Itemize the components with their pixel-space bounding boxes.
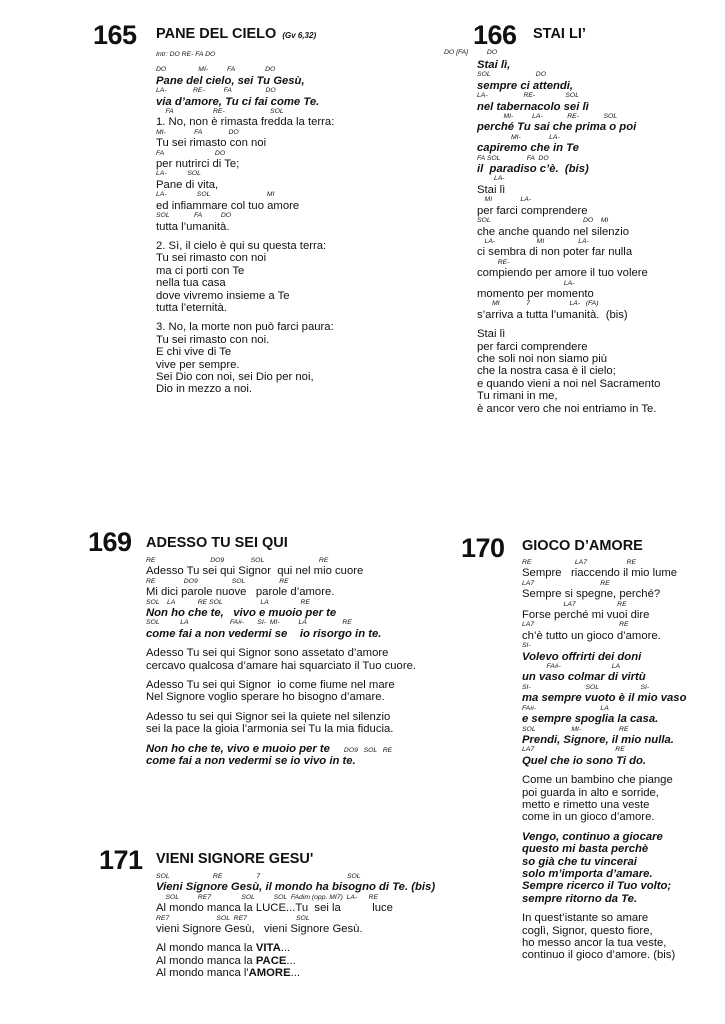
lyric-line: poi guarda in alto e sorride, [522,786,659,799]
stanza-gap [146,640,416,647]
chord-line: LA7 RE [522,621,629,629]
refrain-line: Vieni Signore Gesù, il mondo ha bisogno di Te. (bis) [156,881,436,894]
lyric-line: tutta l’umanità. [156,220,230,233]
refrain-line: come fai a non vedermi se io vivo in te. [146,755,356,768]
song-title: STAI LI’ [533,26,586,42]
refrain-line: e sempre spoglia la casa. [522,713,659,726]
refrain-line: Prendi, Signore, il mio nulla. [522,733,674,746]
inline-chords: DO9 SOL RE [343,746,393,754]
emphasized-word: PACE [255,954,287,967]
refrain-line: Sempre ricerco il Tuo volto; [522,880,672,893]
lyric-line: sei la pace la gioia l’armonia sei Tu la mia fiducia. [146,723,394,736]
lyric-line: coglì, Signor, questo fiore, [522,924,653,937]
chord-line: FA#- LA [522,663,621,671]
refrain-line: un vaso colmar di virtù [522,671,646,684]
lyric-line: ed infiammare col tuo amore [156,199,300,212]
lyric-line: Adesso Tu sei qui Signor io come fiume nel mare [146,679,395,692]
chord-line: RE DO9 SOL RE [146,577,289,585]
chord-line: MI- FA DO [156,128,239,136]
lyric-line: e quando vieni a noi nel Sacramento [477,377,661,390]
refrain-line: solo m’importa d’amare. [522,867,653,880]
lyric-line: Nel Signore voglio sperare ho bisogno d’amare. [146,691,385,704]
song-title: VIENI SIGNORE GESU' [156,851,314,867]
refrain-line: sempre ci attendi, [477,79,574,92]
lyric-line: Pane di vita, [156,178,219,191]
chord-line: LA7 RE [522,600,627,608]
stanza-gap [522,905,687,912]
chord-line: LA- RE- SOL [477,92,579,100]
lyric-line: Dio in mezzo a noi. [156,383,253,396]
stanza-gap [522,824,687,831]
chord-line: LA7 RE [522,579,610,587]
lyric-line: per farci comprendere [477,340,588,353]
song-number: 170 [461,533,505,563]
chord-line: SOL DO MI [477,217,609,225]
song-title [156,26,316,44]
refrain-text: Non ho che te, vivo e muoio per te [146,742,330,755]
lyric-line [156,967,435,979]
song-title: ADESSO TU SEI QUI [146,535,288,551]
chord-line: SOL LA FA#- SI- MI- LA RE [146,619,352,627]
song-title: GIOCO D’AMORE [522,538,643,554]
lyric-line: che la nostra casa è il cielo; [477,365,616,378]
stanza-gap [146,672,416,679]
refrain-line: perché Tu sai che prima o poi [477,121,637,134]
lyric-line [156,955,435,967]
lyric-line: che soli noi non siamo più [477,352,607,365]
chord-line: SOL DO [477,71,546,79]
lyric-line: per farci comprendere [477,204,588,217]
refrain-line: Quel che io sono Ti do. [522,754,647,767]
refrain-line: so già che tu vincerai [522,855,637,868]
lyric-line: continuo il gioco d’amore. (bis) [522,949,676,962]
lyric-line: che anche quando nel silenzio [477,225,629,238]
stanza-gap [146,736,416,743]
refrain-line: capiremo che in Te [477,142,579,155]
stanza-gap [477,321,660,328]
chord-line: FA RE- SOL [156,108,284,116]
refrain-line: via d’amore, Tu ci fai come Te. [156,95,320,108]
lyric-line: Tu sei rimasto con noi. [156,333,270,346]
lyric-line: Forse perché mi vuoi dire [522,609,650,622]
chord-line: RE7 SOL RE7 SOL [156,914,310,922]
lyric-line: 3. No, la morte non può farci paura: [156,321,334,334]
chord-line: SOL LA RE SOL LA RE [146,598,310,606]
chord-line: LA- SOL MI [156,191,275,199]
lyric-text: Al mondo manca la [156,954,256,967]
lyric-line: 1. No, non è rimasta fredda la terra: [156,116,335,129]
chord-line: Intr: DO RE- FA DO [156,51,216,58]
lyric-line: come in un gioco d’amore. [522,811,655,824]
refrain-line: questo mi basta perchè [522,843,649,856]
chord-line: LA- [477,175,505,183]
scripture-reference: (Gv 6,32) [282,31,317,40]
chord-line: LA- [477,279,575,287]
emphasized-word: VITA [255,942,281,955]
stanza-gap [156,233,334,240]
chord-line: SOL FA DO [156,212,232,220]
chord-line: SOL RE 7 SOL [156,873,361,880]
chord-line: FA SOL FA DO [477,154,549,162]
refrain-line: nel tabernacolo sei lì [477,100,589,113]
chord-line: LA7 RE [522,746,625,754]
lyric-line: Al mondo manca la LUCE...Tu sei la luce [156,902,393,915]
stanza-gap [522,767,687,774]
refrain-line: Volevo offrirti dei doni [522,650,642,663]
stanza-gap [156,314,334,321]
lyric-line: E chi vive di Te [156,346,232,359]
chord-line: RE- [477,258,510,266]
song-body [156,873,435,980]
chord-line: MI LA- [477,196,532,204]
chord-line: DO MI- FA DO [156,66,276,74]
lyric-line: cercavo qualcosa d’amare hai squarciato il Tuo cuore. [146,659,417,672]
chord-line: LA- RE- FA DO [156,87,276,95]
chord-line: SOL RE7 SOL SOL FAdim (opp. MI7) LA- RE [156,893,378,901]
refrain-line: come fai a non vedermi se io risorgo in te. [146,627,382,640]
lyric-line: Adesso Tu sei qui Signor sono assetato d’amore [146,647,389,660]
lyric-line: Adesso tu sei qui Signor sei la quiete nel silenzio [146,710,391,723]
chord-line: SOL MI- RE [522,725,629,733]
refrain-line: Pane del cielo, sei Tu Gesù, [156,74,305,87]
stanza-gap [146,704,416,711]
lyric-line: Sempre si spegne, perché? [522,588,661,601]
lyric-line: compiendo per amore il tuo volere [477,267,648,280]
refrain-line: sempre ritorno da Te. [522,892,638,905]
stanza-gap [156,935,435,942]
lyric-line: metto e rimetto una veste [522,798,650,811]
lyric-line: vieni Signore Gesù, vieni Signore Gesù. [156,923,363,936]
lyric-line: è ancor vero che noi entriamo in Te. [477,402,657,415]
song-number: 171 [99,845,143,875]
lyric-line: s’arriva a tutta l’umanità. (bis) [477,308,628,321]
song-number: 169 [88,527,132,557]
lyric-line: tutta l’eternità. [156,301,227,314]
song-body [522,559,687,962]
lyric-line: ci sembra di non poter far nulla [477,246,633,259]
chord-line: MI 7 LA- (FA) [477,300,599,308]
lyric-text: ... [280,942,291,955]
song-body [146,557,416,768]
lyric-line: ma ci porti con Te [156,264,245,277]
chord-line: FA DO [156,149,226,157]
lyric-text: Al mondo manca la [156,942,256,955]
lyric-line: 2. Sì, il cielo è qui su questa terra: [156,239,327,252]
lyric-line: Sei Dio con noi, sei Dio per noi, [156,370,314,383]
refrain-line: il paradiso c’è. (bis) [477,163,589,176]
refrain-line: Vengo, continuo a giocare [522,830,663,843]
lyric-line: dove vivremo insieme a Te [156,289,290,302]
song-number: 165 [93,20,137,50]
refrain-line: Non ho che te, vivo e muoio per te [146,607,337,620]
lyric-line: momento per momento [477,287,594,300]
lyric-line: Stai lì [477,328,506,341]
lyric-line: Tu sei rimasto con noi [156,252,267,265]
lyric-line: Adesso Tu sei qui Signor qui nel mio cuore [146,565,364,578]
lyric-text: Al mondo manca l' [156,967,249,980]
chord-line: FA#- LA [522,704,609,712]
song-title-text: PANE DEL CIELO [156,26,277,42]
lyric-line: Come un bambino che piange [522,774,673,787]
chord-line: LA- SOL [156,170,201,178]
lyric-text: ... [286,954,296,967]
song-body [156,51,334,396]
lyric-line [156,942,435,954]
lyric-line: ho messo ancor la tua veste, [522,937,667,949]
chord-line: RE DO9 SOL RE [146,557,329,564]
chord-line: MI- LA- [477,133,560,141]
emphasized-word: AMORE [248,967,291,980]
refrain-line: ma sempre vuoto è il mio vaso [522,692,687,705]
lyric-line: Sempre riaccendo il mio lume [522,567,678,580]
lyric-line: In quest’istante so amare [522,912,649,925]
chord-line: SI- SOL SI- [522,683,650,691]
lyric-line-with-chords [146,743,416,755]
lyric-line: Tu sei rimasto con noi [156,137,267,150]
lyric-line: ch’è tutto un gioco d’amore. [522,629,661,642]
chord-line: SI- [522,642,531,650]
song-body [477,59,660,415]
lyric-line: Tu rimani in me, [477,390,558,403]
song-number: 166 [473,20,517,50]
chord-line: LA- MI LA- [477,237,589,245]
lyric-line: Stai lì [477,183,506,196]
chord-line: RE LA7 RE [522,559,637,566]
chord-line: MI- LA- RE- SOL [477,113,618,121]
lyric-line: vive per sempre. [156,358,240,371]
intro-chords: DO [FA] DO [444,49,498,56]
lyric-line: per nutrirci di Te; [156,158,240,171]
lyric-text: ... [290,967,301,980]
refrain-line: Stai lì, [477,59,511,71]
lyric-line: Mi dici parole nuove parole d’amore. [146,586,335,599]
lyric-line: nella tua casa [156,277,226,290]
stanza-gap [156,59,334,66]
